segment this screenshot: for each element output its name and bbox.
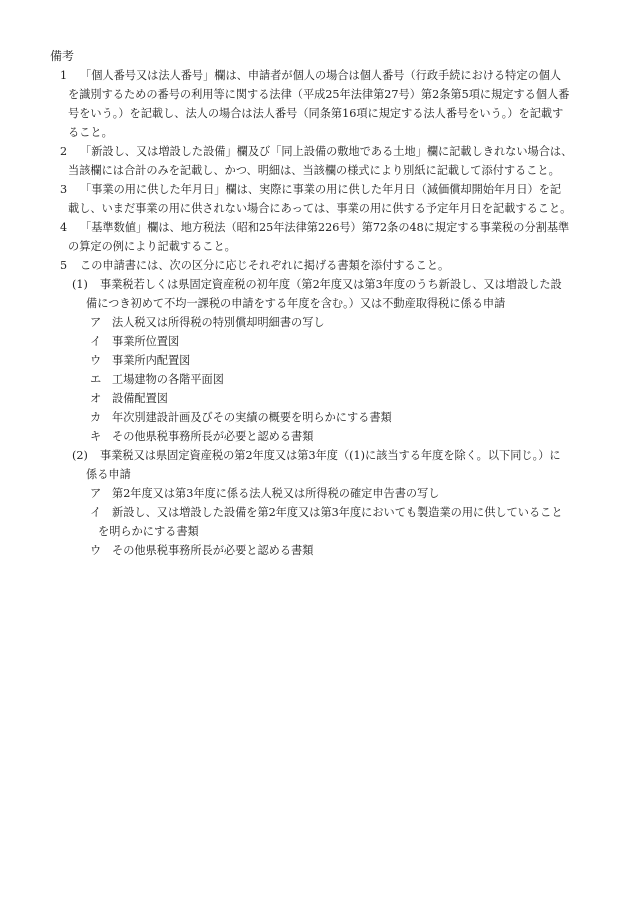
subsection-text-line: 事業税若しくは県固定資産税の初年度（第2年度又は第3年度のうち新設し、又は増設した設	[100, 278, 562, 291]
document-item: を明らかにする書類	[98, 525, 199, 538]
document-mark: ウ	[90, 354, 102, 367]
item-number: 1	[60, 69, 68, 82]
subsection-text-line: 備につき初めて不均一課税の申請をする年度を含む。）又は不動産取得税に係る申請	[86, 297, 506, 310]
document-mark: カ	[90, 411, 102, 424]
document-item: 工場建物の各階平面図	[112, 373, 224, 386]
remarks-heading: 備考	[50, 49, 75, 63]
item-text-line: 「個人番号又は法人番号」欄は、申請者が個人の場合は個人番号（行政手続における特定の個人	[80, 69, 562, 82]
document-mark: イ	[90, 335, 102, 348]
document-item: その他県税事務所長が必要と認める書類	[112, 544, 314, 557]
document-item: 第2年度又は第3年度に係る法人税又は所得税の確定申告書の写し	[112, 487, 440, 500]
document-mark: ア	[90, 316, 102, 329]
item-text-line: 「新設し、又は増設した設備」欄及び「同上設備の敷地である土地」欄に記載しきれない場合は、	[80, 145, 573, 158]
item-text-line: この申請書には、次の区分に応じそれぞれに掲げる書類を添付すること。	[80, 259, 450, 272]
item-text-line: 当該欄には合計のみを記載し、かつ、明細は、当該欄の様式により別紙に記載して添付すること。	[68, 164, 560, 177]
document-mark: エ	[90, 373, 102, 386]
item-text-line: を識別するための番号の利用等に関する法律（平成25年法律第27号）第2条第5項に規定する個人番	[68, 88, 570, 101]
document-item: 年次別建設計画及びその実績の概要を明らかにする書類	[112, 411, 392, 424]
document-item: 新設し、又は増設した設備を第2年度又は第3年度においても製造業の用に供していること	[112, 506, 563, 519]
document-mark: ア	[90, 487, 102, 500]
item-text-line: 号をいう。）を記載し、法人の場合は法人番号（同条第16項に規定する法人番号をいう。）を記載す	[68, 107, 564, 120]
item-number: 3	[60, 183, 68, 196]
subsection-number: (2)	[72, 449, 88, 462]
document-mark: オ	[90, 392, 102, 405]
item-number: 5	[60, 259, 68, 272]
subsection-number: (1)	[72, 278, 88, 291]
document-mark: ウ	[90, 544, 102, 557]
document-item: 設備配置図	[112, 392, 168, 405]
document-item: 事業所位置図	[112, 335, 180, 348]
document-mark: イ	[90, 506, 102, 519]
document-item: 事業所内配置図	[112, 354, 191, 367]
subsection-text-line: 事業税又は県固定資産税の第2年度又は第3年度（(1)に該当する年度を除く。以下同じ。）に	[100, 449, 561, 462]
item-text-line: ること。	[68, 126, 113, 139]
item-number: 2	[60, 145, 68, 158]
item-text-line: 「事業の用に供した年月日」欄は、実際に事業の用に供した年月日（減価償却開始年月日）を記	[80, 183, 562, 196]
document-mark: キ	[90, 430, 102, 443]
document-item: 法人税又は所得税の特別償却明細書の写し	[112, 316, 325, 329]
item-number: 4	[60, 221, 68, 234]
item-text-line: の算定の例により記載すること。	[68, 240, 236, 253]
item-text-line: 「基準数値」欄は、地方税法（昭和25年法律第226号）第72条の48に規定する事業税の分割基準	[80, 221, 570, 234]
item-text-line: 載し、いまだ事業の用に供されない場合にあっては、事業の用に供する予定年月日を記載すること。	[68, 202, 572, 215]
subsection-text-line: 係る申請	[86, 468, 131, 481]
document-item: その他県税事務所長が必要と認める書類	[112, 430, 314, 443]
